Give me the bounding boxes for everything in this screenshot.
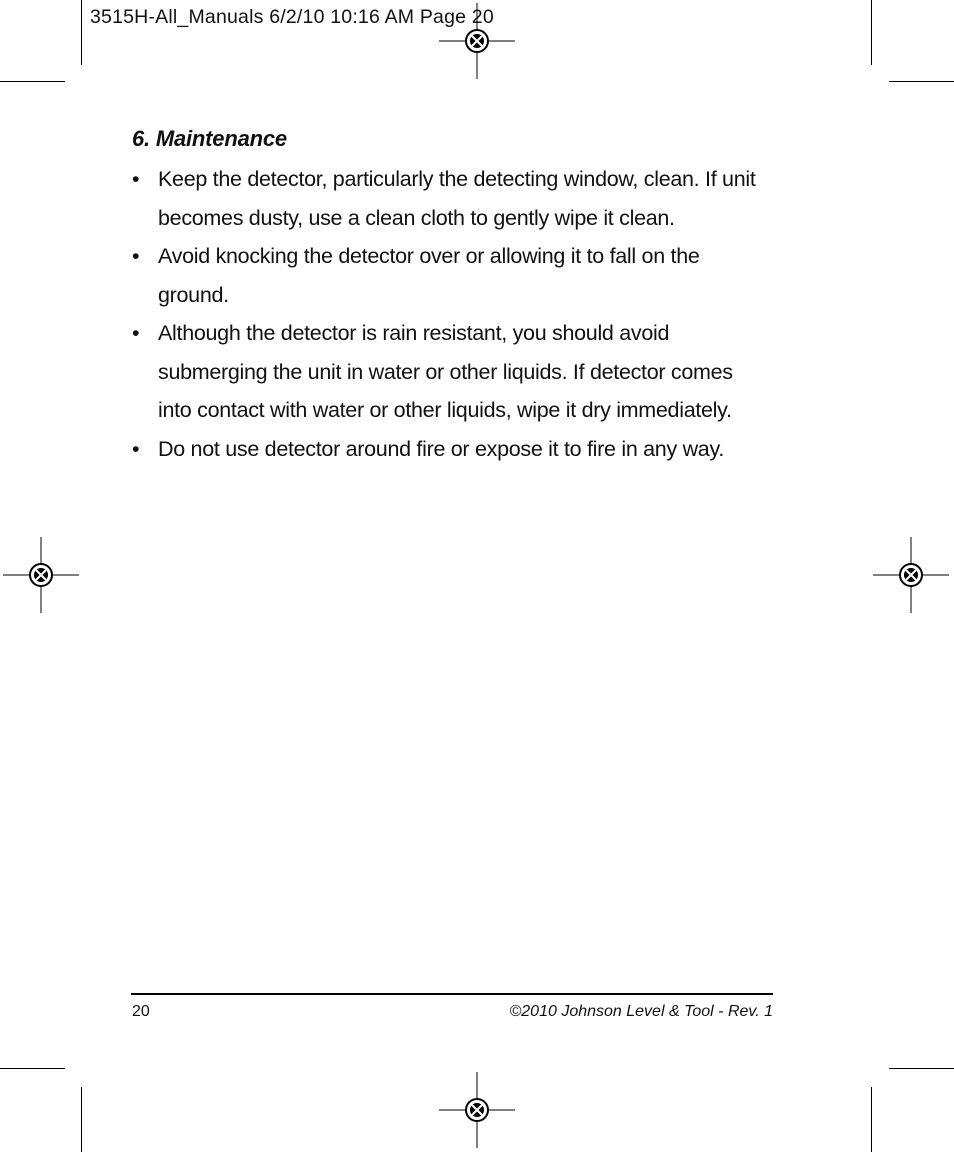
- list-item-line: becomes dusty, use a clean cloth to gently wipe it clean.: [158, 205, 675, 230]
- list-item: [132, 314, 792, 430]
- list-item-line: ground.: [158, 282, 229, 307]
- bullet-marker: •: [132, 167, 140, 191]
- list-item-line: Do not use detector around fire or expose it to fire in any way.: [158, 436, 724, 461]
- list-item-line: Avoid knocking the detector over or allowing it to fall on the: [158, 244, 700, 268]
- registration-mark-top: [437, 1, 517, 81]
- list-item-line: Although the detector is rain resistant, you should avoid: [158, 321, 670, 345]
- copyright-notice: ©2010 Johnson Level & Tool - Rev. 1: [509, 1003, 773, 1020]
- crop-mark-top-left-vertical: [81, 0, 82, 65]
- bullet-marker: •: [132, 244, 140, 268]
- crop-mark-bottom-left-vertical: [81, 1087, 82, 1152]
- crop-mark-top-right-vertical: [871, 0, 872, 65]
- footer-divider: [131, 993, 773, 995]
- list-item: [132, 430, 792, 469]
- list-item-line: into contact with water or other liquids, wipe it dry immediately.: [158, 398, 732, 422]
- crop-mark-top-left-horizontal: [0, 81, 65, 82]
- crop-mark-bottom-left-horizontal: [0, 1068, 65, 1069]
- section-heading: 6. Maintenance: [132, 126, 287, 151]
- maintenance-bullet-list: [132, 160, 792, 468]
- bullet-marker: •: [132, 436, 140, 461]
- crop-mark-bottom-right-horizontal: [889, 1068, 954, 1069]
- registration-mark-bottom: [437, 1070, 517, 1150]
- list-item-line: Keep the detector, particularly the detecting window, clean. If unit: [158, 167, 756, 191]
- list-item-line: submerging the unit in water or other liquids. If detector comes: [158, 359, 733, 384]
- print-slug: 3515H-All_Manuals 6/2/10 10:16 AM Page 20: [90, 6, 494, 28]
- registration-mark-left: [1, 535, 81, 615]
- crop-mark-bottom-right-vertical: [871, 1087, 872, 1152]
- bullet-marker: •: [132, 321, 140, 345]
- list-item: [132, 160, 792, 237]
- page-number: 20: [132, 1003, 150, 1020]
- list-item: [132, 237, 792, 314]
- registration-mark-right: [871, 535, 951, 615]
- crop-mark-top-right-horizontal: [889, 81, 954, 82]
